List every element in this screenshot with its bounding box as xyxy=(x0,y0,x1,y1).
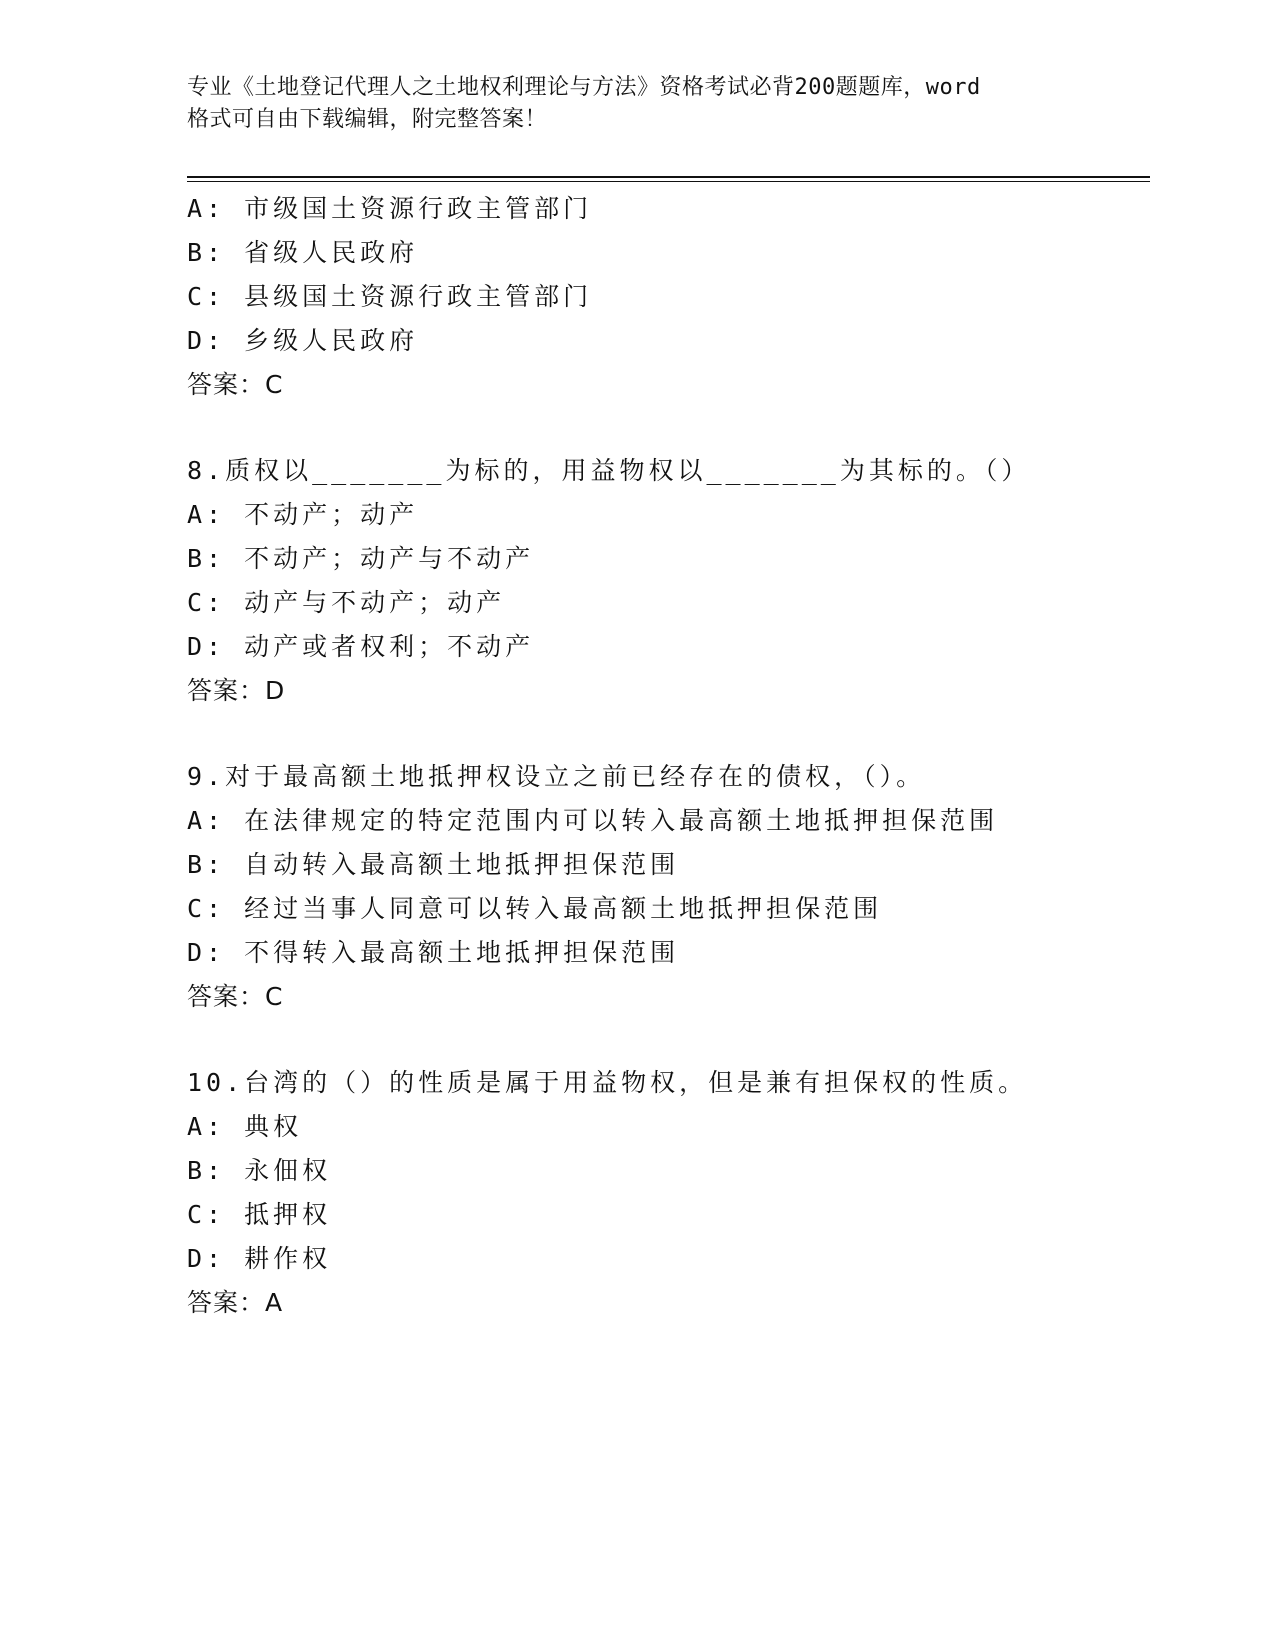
q9-answer: 答案：C xyxy=(187,982,284,1011)
q8-question: 8.质权以_______为标的，用益物权以_______为其标的。（） xyxy=(187,456,1031,485)
q9-question: 9.对于最高额土地抵押权设立之前已经存在的债权，（）。 xyxy=(187,762,926,791)
q9-option-c: C: 经过当事人同意可以转入最高额土地抵押担保范围 xyxy=(187,894,883,923)
q8-answer: 答案：D xyxy=(187,676,286,705)
q7-option-c: C: 县级国土资源行政主管部门 xyxy=(187,282,593,311)
q10-option-a: A: 典权 xyxy=(187,1112,303,1141)
q10-option-c: C: 抵押权 xyxy=(187,1200,332,1229)
q9-option-d: D: 不得转入最高额土地抵押担保范围 xyxy=(187,938,680,967)
document-header xyxy=(187,72,1067,136)
q8-option-c: C: 动产与不动产；动产 xyxy=(187,588,506,617)
q8-option-b: B: 不动产；动产与不动产 xyxy=(187,544,535,573)
q9-option-a: A: 在法律规定的特定范围内可以转入最高额土地抵押担保范围 xyxy=(187,806,999,835)
header-divider-thin xyxy=(187,181,1150,182)
q7-option-a: A: 市级国土资源行政主管部门 xyxy=(187,194,593,223)
header-line-1: 专业《土地登记代理人之土地权利理论与方法》资格考试必背200题题库，word xyxy=(187,75,981,100)
q10-question: 10.台湾的（）的性质是属于用益物权，但是兼有担保权的性质。 xyxy=(187,1068,1028,1097)
q7-option-d: D: 乡级人民政府 xyxy=(187,326,419,355)
header-line-2: 格式可自由下载编辑，附完整答案！ xyxy=(187,107,548,132)
q10-option-b: B: 永佃权 xyxy=(187,1156,332,1185)
q10-option-d: D: 耕作权 xyxy=(187,1244,332,1273)
header-divider-thick xyxy=(187,176,1150,178)
q8-option-a: A: 不动产；动产 xyxy=(187,500,419,529)
q8-option-d: D: 动产或者权利；不动产 xyxy=(187,632,535,661)
q7-answer: 答案：C xyxy=(187,370,284,399)
q9-option-b: B: 自动转入最高额土地抵押担保范围 xyxy=(187,850,680,879)
q7-option-b: B: 省级人民政府 xyxy=(187,238,419,267)
q10-answer: 答案：A xyxy=(187,1288,284,1317)
